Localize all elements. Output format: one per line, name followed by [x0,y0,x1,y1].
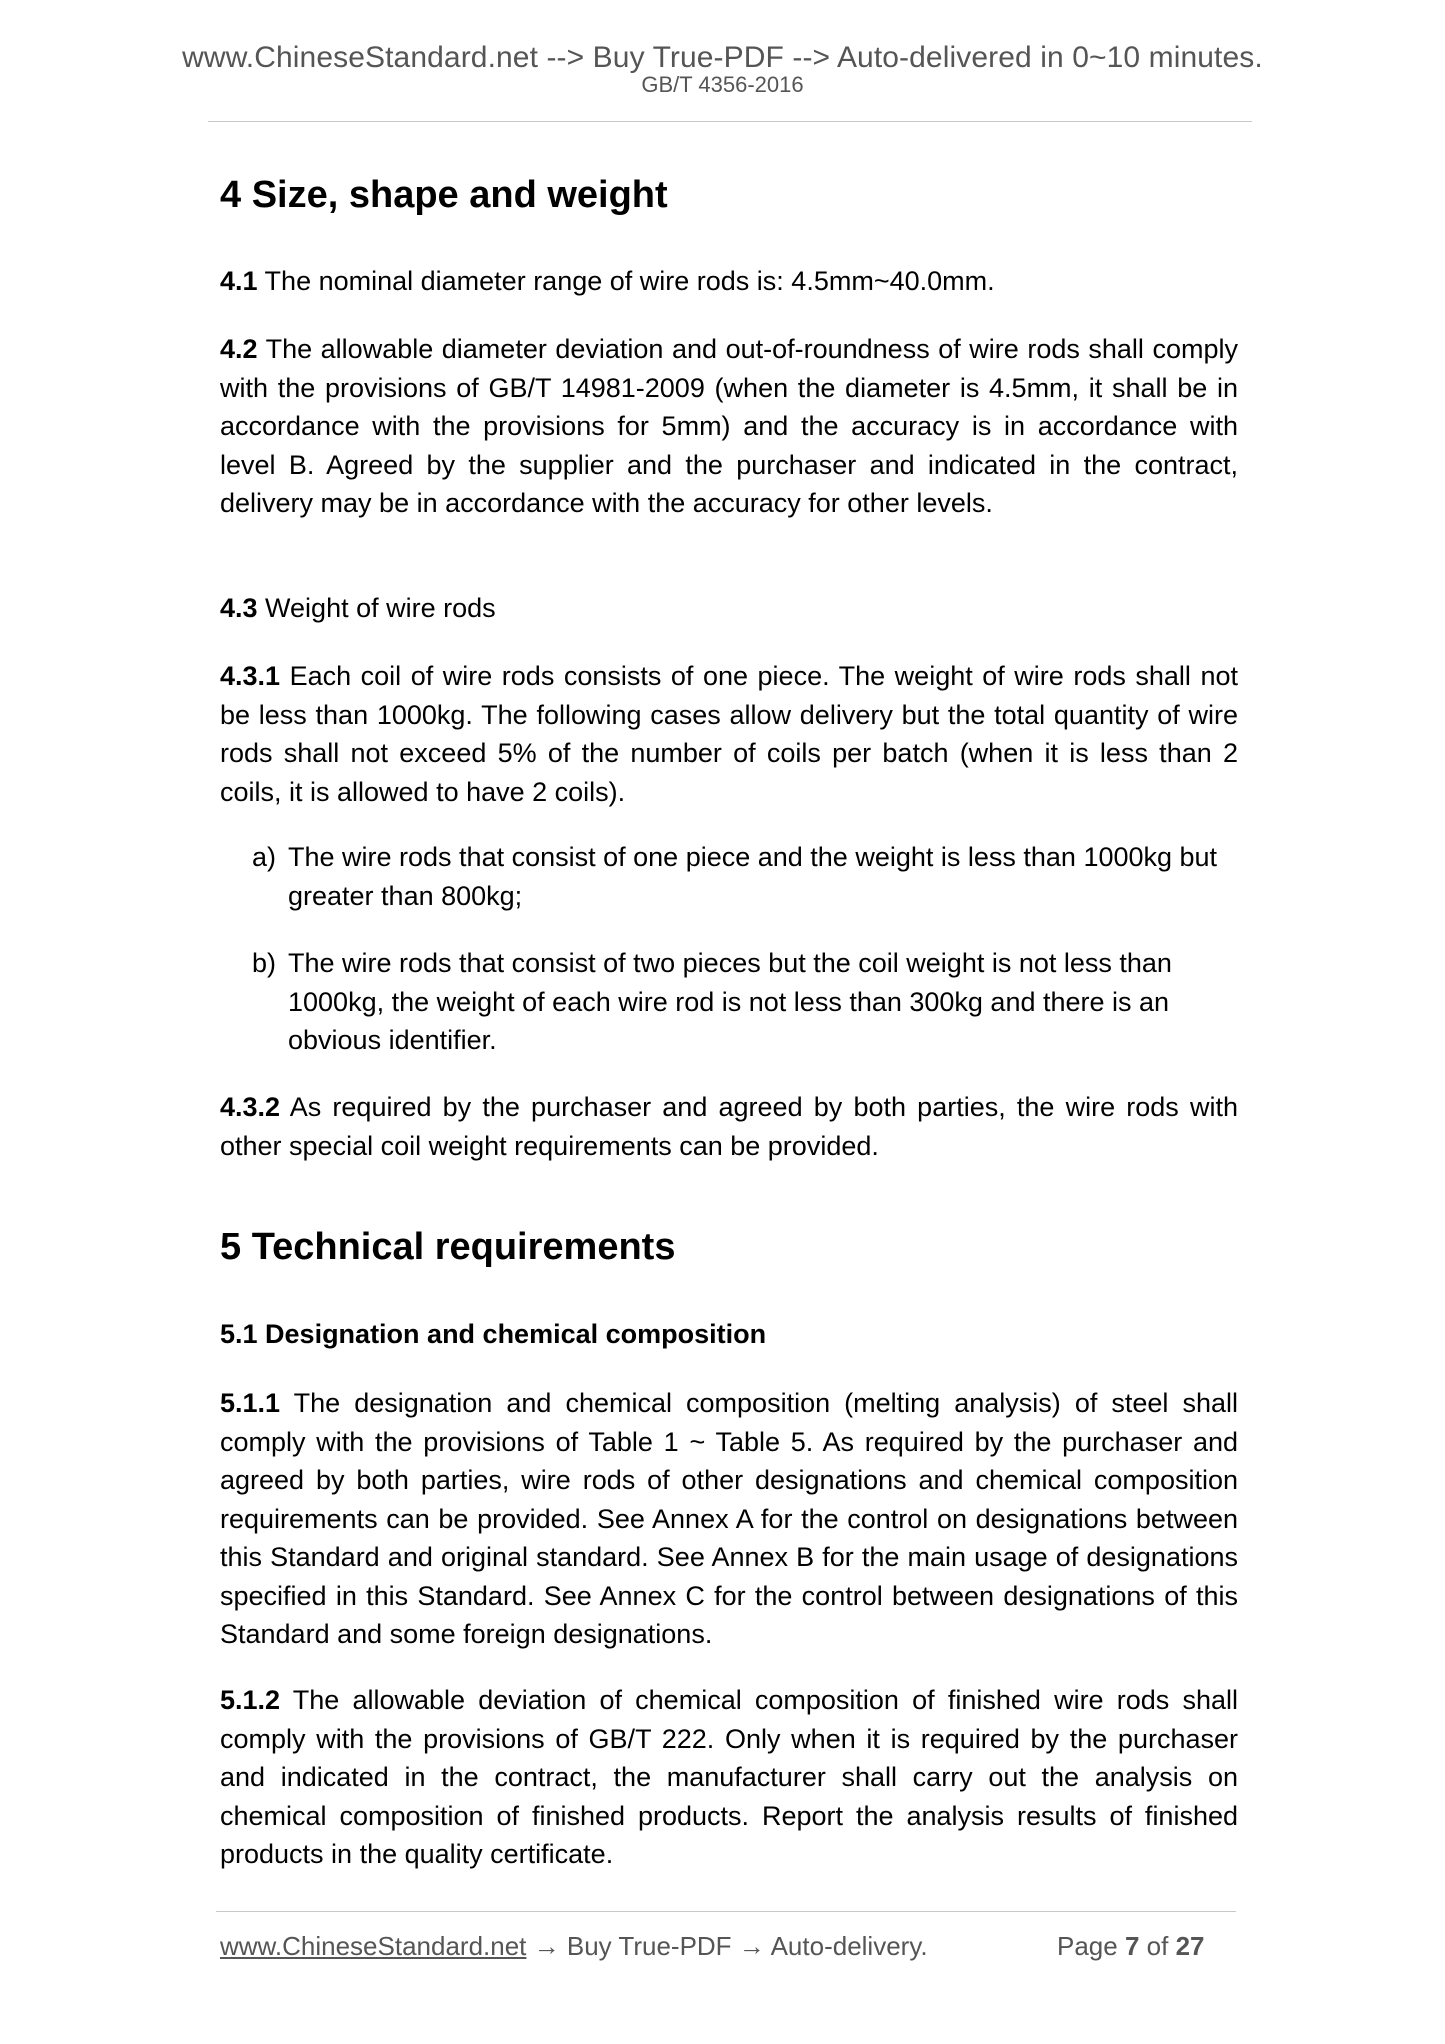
clause-number: 5.1.1 [220,1388,281,1418]
clause-text: The nominal diameter range of wire rods is: 4.5mm~40.0mm. [257,266,995,296]
subsection-5-1 [220,1316,1238,1352]
page-number: 7 [1124,1931,1140,1961]
page-total: 27 [1175,1931,1205,1961]
list-text: The wire rods that consist of one piece and the weight is less than 1000kg but greater than 800kg; [288,842,1218,911]
clause-number: 4.1 [220,266,258,296]
footer-divider [216,1911,1236,1912]
list-text: The wire rods that consist of two pieces but the coil weight is not less than 1000kg, the weight of each wire rod is not less than 300kg and there is an obvious identifier. [288,948,1172,1055]
section-4-heading [220,172,1238,218]
clause-number: 4.2 [220,334,258,364]
heading-4: 4 Size, shape and weight [220,174,668,216]
header-divider [208,121,1252,122]
para-5-1-1 [220,1384,1238,1654]
heading-5-1: 5.1 Designation and chemical composition [220,1319,767,1349]
para-4-3-1 [220,657,1238,811]
clause-number: 4.3.1 [220,661,281,691]
arrow-icon: → [526,1931,567,1961]
clause-text: The allowable diameter deviation and out-of-roundness of wire rods shall comply with the provisions of GB/T 14981-2009 (when the diameter is 4.5mm, it shall be in accordance with the provisions for 5mm) and the accuracy is in accordance with level B. Agreed by the supplier and the purchaser and indicated in the contract, delivery may be in accordance with the accuracy for other levels. [220,334,1238,518]
clause-text: The designation and chemical composition (melting analysis) of steel shall comply with the provisions of Table 1 ~ Table 5. As required by the purchaser and agreed by both parties, wire rods of other designations and chemical composition requirements can be provided. See Annex A for the control on designations between this Standard and original standard. See Annex B for the main usage of designations specified in this Standard. See Annex C for the control between designations of this Standard and some foreign designations. [220,1388,1238,1649]
list-marker: b) [252,948,277,978]
heading-5: 5 Technical requirements [220,1226,676,1268]
list-item-b [252,944,1238,1060]
header-banner: www.ChineseStandard.net --> Buy True-PDF --> Auto-delivered in 0~10 minutes. [182,41,1263,74]
para-4-3-2 [220,1088,1238,1165]
list-item-a [252,838,1238,915]
clause-number: 5.1.2 [220,1685,281,1715]
standard-code: GB/T 4356-2016 [641,72,804,97]
footer-buy-text: Buy True-PDF [566,1931,732,1961]
para-4-1 [220,262,1238,301]
para-4-2 [220,330,1238,523]
footer-left [220,1928,928,1964]
footer-site-link[interactable]: www.ChineseStandard.net [220,1931,527,1961]
para-5-1-2 [220,1681,1238,1874]
clause-number: 4.3 [220,593,258,623]
arrow-icon: → [731,1931,771,1961]
section-5-heading [220,1224,1238,1270]
footer-delivery-text: Auto-delivery. [770,1931,928,1961]
clause-number: 4.3.2 [220,1092,281,1122]
clause-text: Weight of wire rods [257,593,496,623]
page-indicator [1057,1928,1204,1964]
of-label: of [1139,1931,1176,1961]
list-marker: a) [252,842,277,872]
clause-text: Each coil of wire rods consists of one piece. The weight of wire rods shall not be less than 1000kg. The following cases allow delivery but the total quantity of wire rods shall not exceed 5% of the number of coils per batch (when it is less than 2 coils, it is allowed to have 2 coils). [220,661,1238,807]
page-label: Page [1057,1931,1125,1961]
clause-text: As required by the purchaser and agreed by both parties, the wire rods with other special coil weight requirements can be provided. [220,1092,1238,1161]
para-4-3 [220,589,1238,628]
clause-text: The allowable deviation of chemical composition of finished wire rods shall comply with the provisions of GB/T 222. Only when it is required by the purchaser and indicated in the contract, the manufacturer shall carry out the analysis on chemical composition of finished products. Report the analysis results of finished products in the quality certificate. [220,1685,1238,1869]
